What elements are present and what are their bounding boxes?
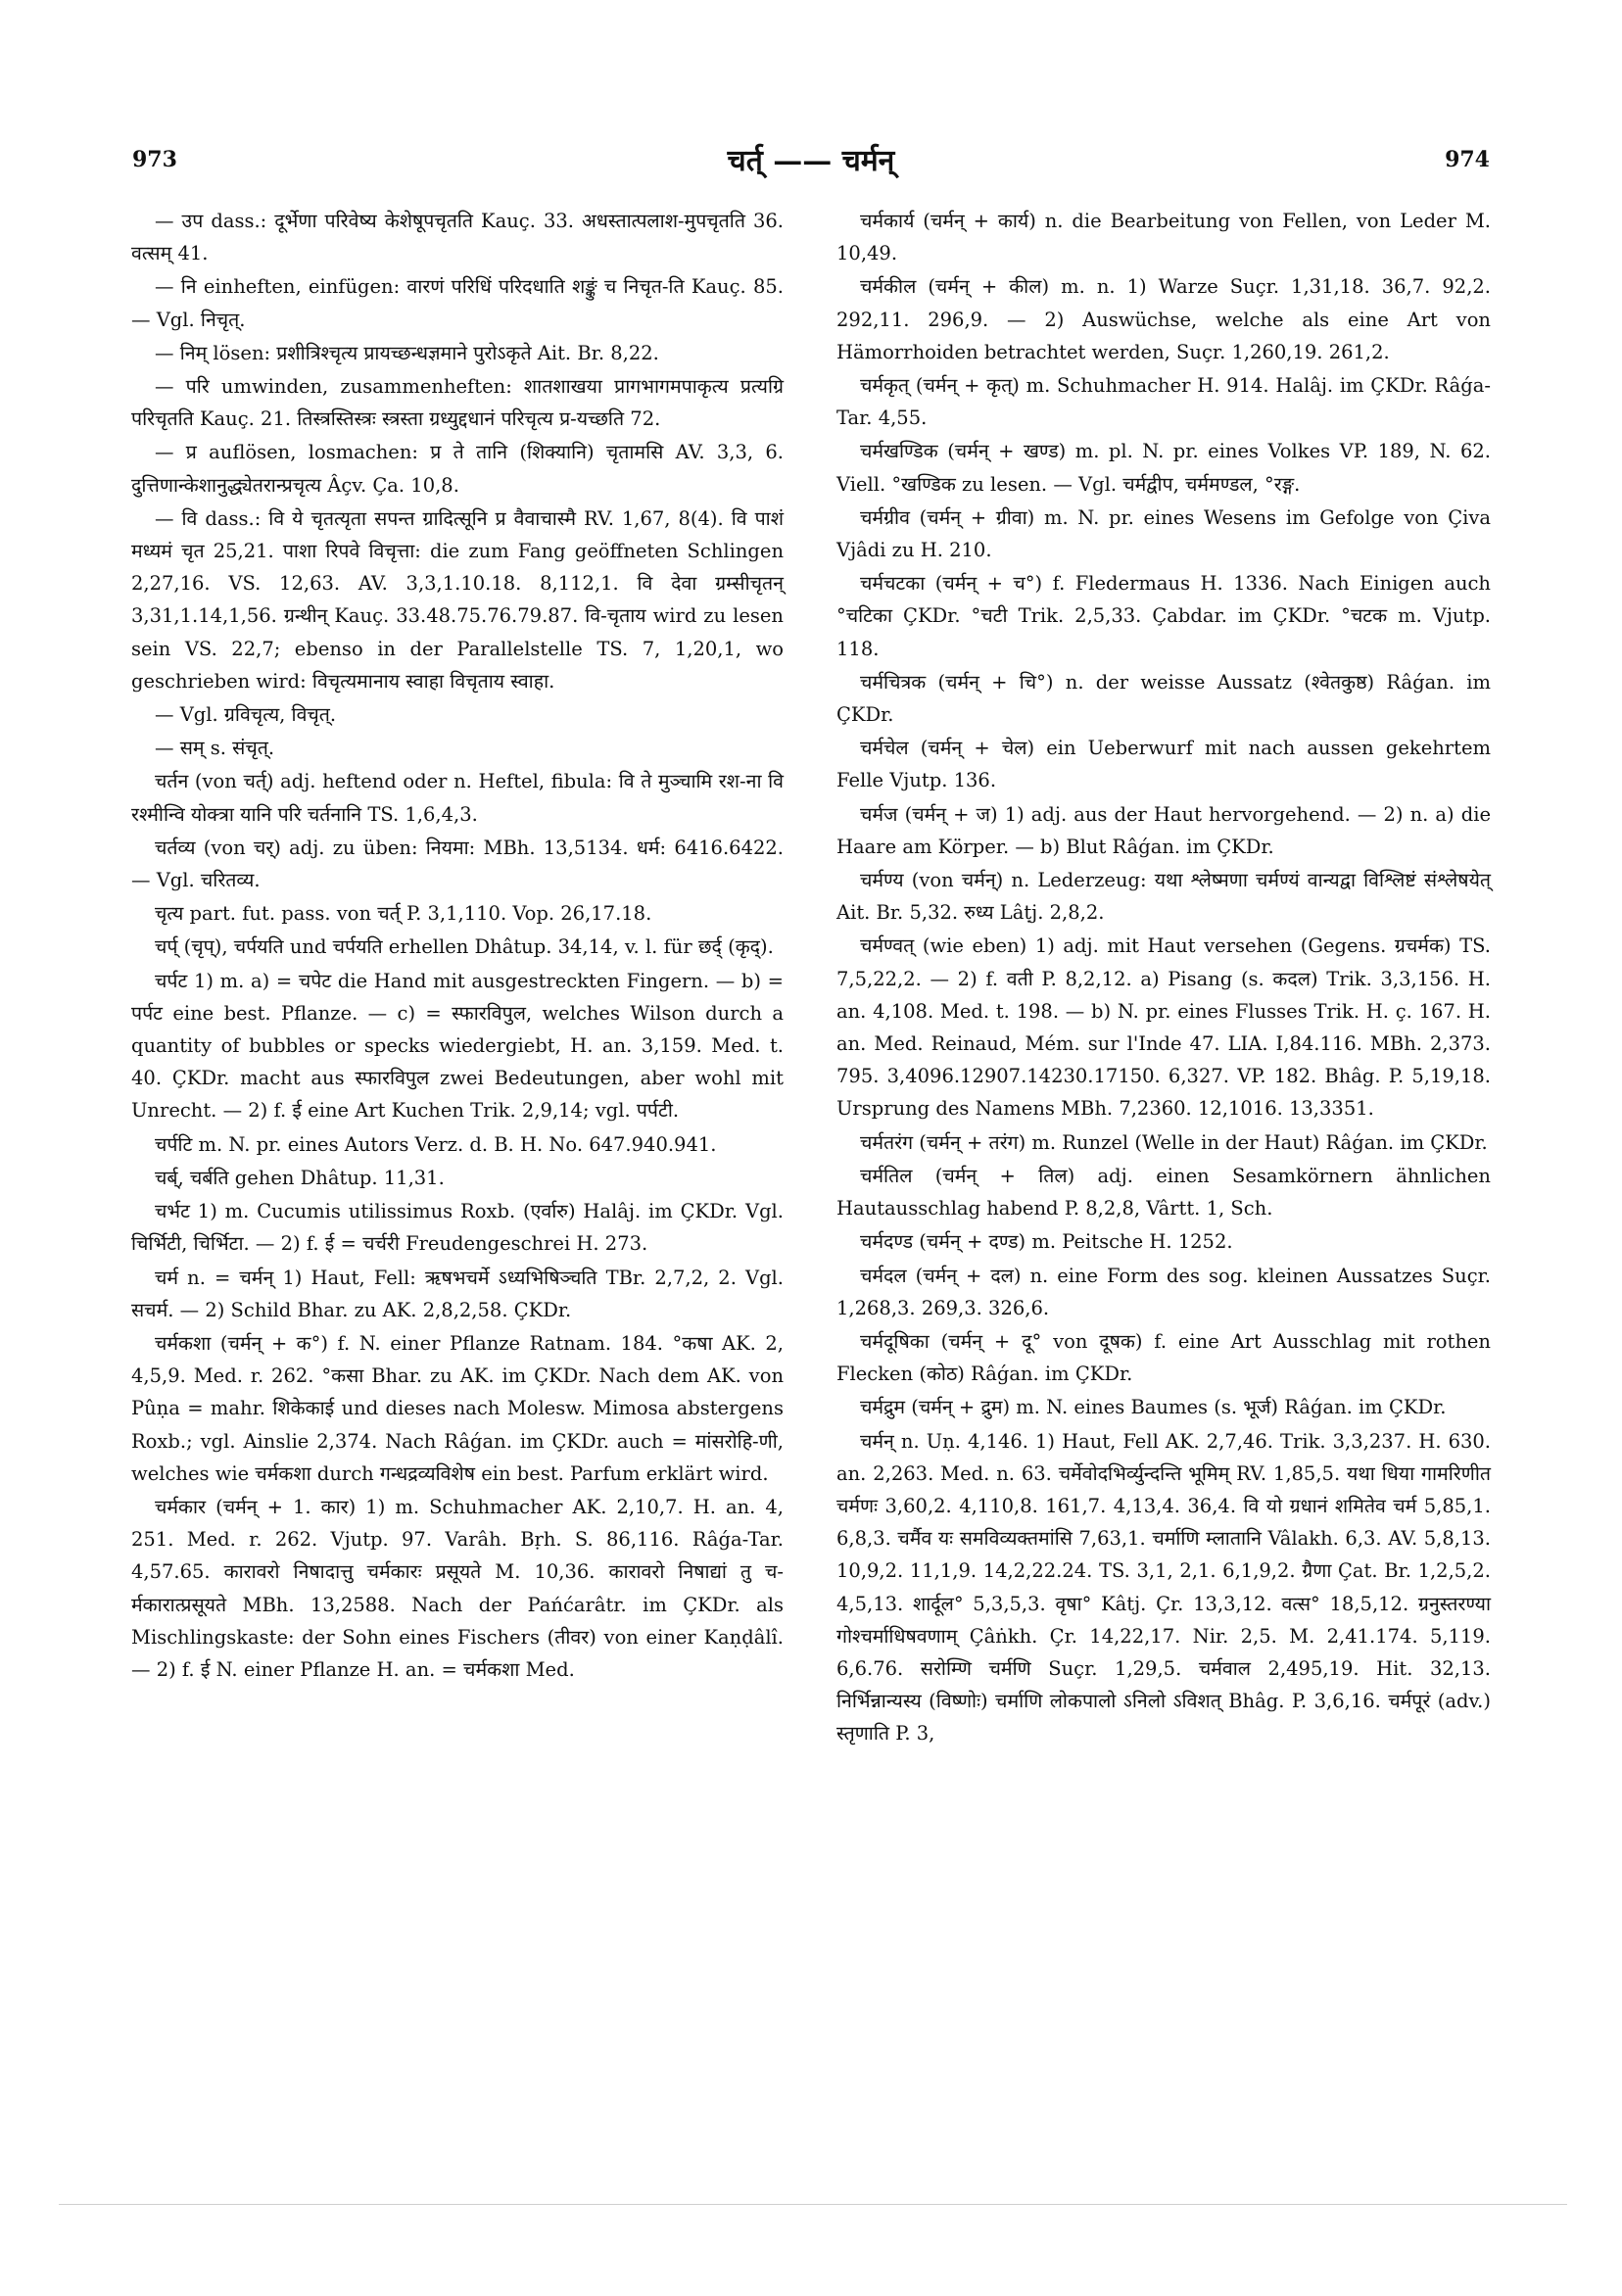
dictionary-entry: चर्पटि m. N. pr. eines Autors Verz. d. B. H. No. 647.940.941.	[155, 1132, 717, 1156]
page-number-right: 974	[1445, 147, 1490, 172]
dictionary-entry: चर्मकील (चर्मन् + कील) m. n. 1) Warze Suçr. 1,31,18. 36,7. 92,2. 292,11. 296,9. — 2) Auswüchse, welche als eine Art von Hämorrhoiden betrachtet werden, Suçr. 1,260,19. 261,2.	[836, 275, 1491, 363]
dictionary-entry: — उप dass.: दूर्भेणा परिवेष्य केशेषूपचृतति Kauç. 33. अधस्तात्पलाश-मुपचृतति 36. वत्सम् 41.	[131, 210, 784, 265]
dictionary-entry: चर्मन् n. Uṇ. 4,146. 1) Haut, Fell AK. 2,7,46. Trik. 3,3,237. H. 630. an. 2,263. Med. n. 63. चर्मेवोदभिर्व्युन्दन्ति भूमिम् RV. 1,85,5. यथा धिया गामरिणीत चर्मणः 3,60,2. 4,110,8. 161,7. 4,13,4. 36,4. वि यो ग्रधानं शमितेव चर्म 5,85,1. 6,8,3. चर्मैव यः समविव्यक्तमांसि 7,63,1. चर्माणि म्लातानि Vâlakh. 6,3. AV. 5,8,13. 10,9,2. 11,1,9. 14,2,22.24. TS. 3,1, 2,1. 6,1,9,2. ग्रैणा Çat. Br. 1,2,5,2. 4,5,13. शार्दूल° 5,3,5,3. वृषा° Kâtj. Çr. 13,3,12. वत्स° 18,5,12. ग्रनुस्तरण्या गोश्चर्माधिषवणाम् Çâṅkh. Çr. 14,22,17. Nir. 2,5. M. 2,41.174. 5,119. 6,6.76. सरोम्णि चर्मणि Suçr. 1,29,5. चर्मवाल 2,495,19. Hit. 32,13. निर्भिन्नान्यस्य (विष्णोः) चर्माणि लोकपालो ऽनिलो ऽविशत् Bhâg. P. 3,6,16. चर्मपूरं (adv.) स्तृणाति P. 3,	[836, 1429, 1491, 1746]
dictionary-entry: चर्प् (चृप्), चर्पयति und चर्पयति erhellen Dhâtup. 34,14, v. l. für छर्द् (कृद्).	[155, 935, 774, 959]
dictionary-entry: चर्म n. = चर्मन् 1) Haut, Fell: ऋषभचर्मे ऽध्यभिषिञ्चति TBr. 2,7,2, 2. Vgl. सचर्म. — 2) Schild Bhar. zu AK. 2,8,2,58. ÇKDr.	[131, 1266, 784, 1321]
dictionary-entry: चर्मकशा (चर्मन् + क°) f. N. einer Pflanze Ratnam. 184. °कषा AK. 2, 4,5,9. Med. r. 262. °कसा Bhar. zu AK. im ÇKDr. Nach dem AK. von Pûṇa = mahr. शिकेकाई und dieses nach Molesw. Mimosa abstergens Roxb.; vgl. Ainslie 2,374. Nach Râǵan. im ÇKDr. auch = मांसरोहि-णी, welches wie चर्मकशा durch गन्धद्रव्यविशेष ein best. Parfum erklärt wird.	[131, 1331, 784, 1485]
dictionary-entry: चर्मकृत् (चर्मन् + कृत्) m. Schuhmacher H. 914. Halâj. im ÇKDr. Râǵa-Tar. 4,55.	[836, 374, 1491, 430]
dictionary-entry: चर्मदूषिका (चर्मन् + दू° von दूषक) f. eine Art Ausschlag mit rothen Flecken (कोठ) Râǵan. im ÇKDr.	[836, 1329, 1491, 1386]
dictionary-entry: चर्मज (चर्मन् + ज) 1) adj. aus der Haut hervorgehend. — 2) n. a) die Haare am Körper. — b) Blut Râǵan. im ÇKDr.	[836, 802, 1491, 858]
dictionary-entry: चृत्य part. fut. pass. von चर्त् P. 3,1,110. Vop. 26,17.18.	[155, 902, 652, 926]
dictionary-entry: चर्मण्वत् (wie eben) 1) adj. mit Haut versehen (Gegens. ग्रचर्मक) TS. 7,5,22,2. — 2) f. वती P. 8,2,12. a) Pisang (s. कदल) Trik. 3,3,156. H. an. 4,108. Med. t. 198. — b) N. pr. eines Flusses Trik. H. ç. 167. H. an. Med. Reinaud, Mém. sur l'Inde 47. LIA. I,84.116. MBh. 2,373. 795. 3,4096.12907.14230.17150. 6,327. VP. 182. Bhâg. P. 5,19,18. Ursprung des Namens MBh. 7,2360. 12,1016. 13,3351.	[836, 934, 1491, 1121]
dictionary-entry: — प्र auflösen, losmachen: प्र ते तानि (शिक्यानि) चृतामसि AV. 3,3, 6. दुत्तिणान्केशानुद्ध्येतरान्प्रचृत्य Âçv. Ça. 10,8.	[131, 441, 784, 497]
dictionary-entry: — सम् s. संचृत्.	[155, 737, 275, 760]
footer-rule	[59, 2204, 1567, 2205]
dictionary-entry: चर्भट 1) m. Cucumis utilissimus Roxb. (एर्वारु) Halâj. im ÇKDr. Vgl. चिर्भिटी, चिर्भिटा. — 2) f. ई = चर्चरी Freudengeschrei H. 273.	[131, 1200, 784, 1256]
dictionary-entry: — Vgl. ग्रविचृत्य, विचृत्.	[155, 703, 337, 727]
running-header-title: चर्त् —— चर्मन्	[727, 144, 895, 178]
dictionary-entry: चर्तन (von चर्त्) adj. heftend oder n. Heftel, fibula: वि ते मुञ्चामि रश-ना वि रश्मीन्वि योक्त्रा यानि परि चर्तनानि TS. 1,6,4,3.	[131, 770, 784, 826]
left-column	[131, 204, 784, 1686]
dictionary-entry: चर्मदण्ड (चर्मन् + दण्ड) m. Peitsche H. 1252.	[860, 1230, 1233, 1254]
dictionary-entry: — निम् lösen: प्रशीत्रिश्चृत्य प्रायच्छन्धज्ञमाने पुरोऽकृते Ait. Br. 8,22.	[155, 341, 659, 364]
right-column	[836, 204, 1491, 1750]
dictionary-entry: चर्मकार (चर्मन् + 1. कार) 1) m. Schuhmacher AK. 2,10,7. H. an. 4, 251. Med. r. 262. Vjutp. 97. Varâh. Bṛh. S. 86,116. Râǵa-Tar. 4,57.65. कारावरो निषादात्तु चर्मकारः प्रसूयते M. 10,36. कारावरो निषाद्यां तु च-र्मकारात्प्रसूयते MBh. 13,2588. Nach der Pańćarâtr. im ÇKDr. als Mischlingskaste: der Sohn eines Fischers (तीवर) von einer Kaṇḍâlî. — 2) f. ई N. einer Pflanze H. an. = चर्मकशा Med.	[131, 1495, 784, 1681]
dictionary-entry: चर्मकार्य (चर्मन् + कार्य) n. die Bearbeitung von Fellen, von Leder M. 10,49.	[836, 210, 1491, 265]
dictionary-entry: चर्मग्रीव (चर्मन् + ग्रीवा) m. N. pr. eines Wesens im Gefolge von Çiva Vjâdi zu H. 210.	[836, 505, 1491, 562]
dictionary-entry: चर्मदल (चर्मन् + दल) n. eine Form des sog. kleinen Aussatzes Suçr. 1,268,3. 269,3. 326,6.	[836, 1264, 1491, 1319]
dictionary-entry: चर्मद्रुम (चर्मन् + द्रुम) m. N. eines Baumes (s. भूर्ज) Râǵan. im ÇKDr.	[860, 1396, 1447, 1419]
dictionary-entry: चर्पट 1) m. a) = चपेट die Hand mit ausgestreckten Fingern. — b) = पर्पट eine best. Pflanze. — c) = स्फारविपुल, welches Wilson durch a quantity of bubbles or specks wiedergiebt, H. an. 3,159. Med. t. 40. ÇKDr. macht aus स्फारविपुल zwei Bedeutungen, aber wohl mit Unrecht. — 2) f. ई eine Art Kuchen Trik. 2,9,14; vgl. पर्पटी.	[131, 969, 784, 1123]
dictionary-entry: — नि einheften, einfügen: वारणं परिधिं परिदधाति शङ्कुं च निचृत-ति Kauç. 85. — Vgl. निचृत्.	[131, 275, 784, 331]
dictionary-entry: चर्ब्, चर्बति gehen Dhâtup. 11,31.	[155, 1166, 445, 1189]
dictionary-entry: चर्मचित्रक (चर्मन् + चि°) n. der weisse Aussatz (श्वेतकुष्ठ) Râǵan. im ÇKDr.	[836, 670, 1491, 727]
dictionary-entry: — वि dass.: वि ये चृतत्यृता सपन्त ग्रादित्सूनि प्र वैवाचास्मै RV. 1,67, 8(4). वि पाशं मध्यमं चृत 25,21. पाशा रिपवे विचृत्ता: die zum Fang geöffneten Schlingen 2,27,16. VS. 12,63. AV. 3,3,1.10.18. 8,112,1. वि देवा ग्रम्सीचृतन् 3,31,1.14,1,56. ग्रन्थीन् Kauç. 33.48.75.76.79.87. वि-चृताय wird zu lesen sein VS. 22,7; ebenso in der Parallelstelle TS. 7, 1,20,1, wo geschrieben wird: विचृत्यमानाय स्वाहा विचृताय स्वाहा.	[131, 506, 784, 693]
dictionary-entry: — परि umwinden, zusammenheften: शातशाखया प्रागभागमपाकृत्य प्रत्यग्रि परिचृतति Kauç. 21. तिस्त्रस्तिस्त्रः स्त्रस्ता ग्रध्युद्दधानं परिचृत्य प्र-यच्छति 72.	[131, 375, 784, 431]
dictionary-entry: चर्मण्य (von चर्मन्) n. Lederzeug: यथा श्लेष्मणा चर्मण्यं वान्यद्वा विश्लिष्टं संश्लेषयेत् Ait. Br. 5,32. रुध्य Lâṭj. 2,8,2.	[836, 869, 1491, 925]
dictionary-entry: चर्मचटका (चर्मन् + च°) f. Fledermaus H. 1336. Nach Einigen auch °चटिका ÇKDr. °चटी Trik. 2,5,33. Çabdar. im ÇKDr. °चटक m. Vjutp. 118.	[836, 572, 1491, 660]
dictionary-entry: चर्मचेल (चर्मन् + चेल) ein Ueberwurf mit nach aussen gekehrtem Felle Vjutp. 136.	[836, 737, 1491, 792]
dictionary-entry: चर्मखण्डिक (चर्मन् + खण्ड) m. pl. N. pr. eines Volkes VP. 189, N. 62. Viell. °खण्डिक zu lesen. — Vgl. चर्मद्वीप, चर्ममण्डल, °रङ्ग.	[836, 440, 1491, 496]
page-number-left: 973	[132, 147, 177, 172]
dictionary-entry: चर्मतरंग (चर्मन् + तरंग) m. Runzel (Welle in der Haut) Râǵan. im ÇKDr.	[860, 1130, 1488, 1154]
dictionary-entry: चर्मतिल (चर्मन् + तिल) adj. einen Sesamkörnern ähnlichen Hautausschlag habend P. 8,2,8, Vârtt. 1, Sch.	[836, 1164, 1491, 1220]
dictionary-entry: चर्तव्य (von चर्) adj. zu üben: नियमा: MBh. 13,5134. धर्म: 6416.6422. — Vgl. चरितव्य.	[131, 836, 784, 892]
